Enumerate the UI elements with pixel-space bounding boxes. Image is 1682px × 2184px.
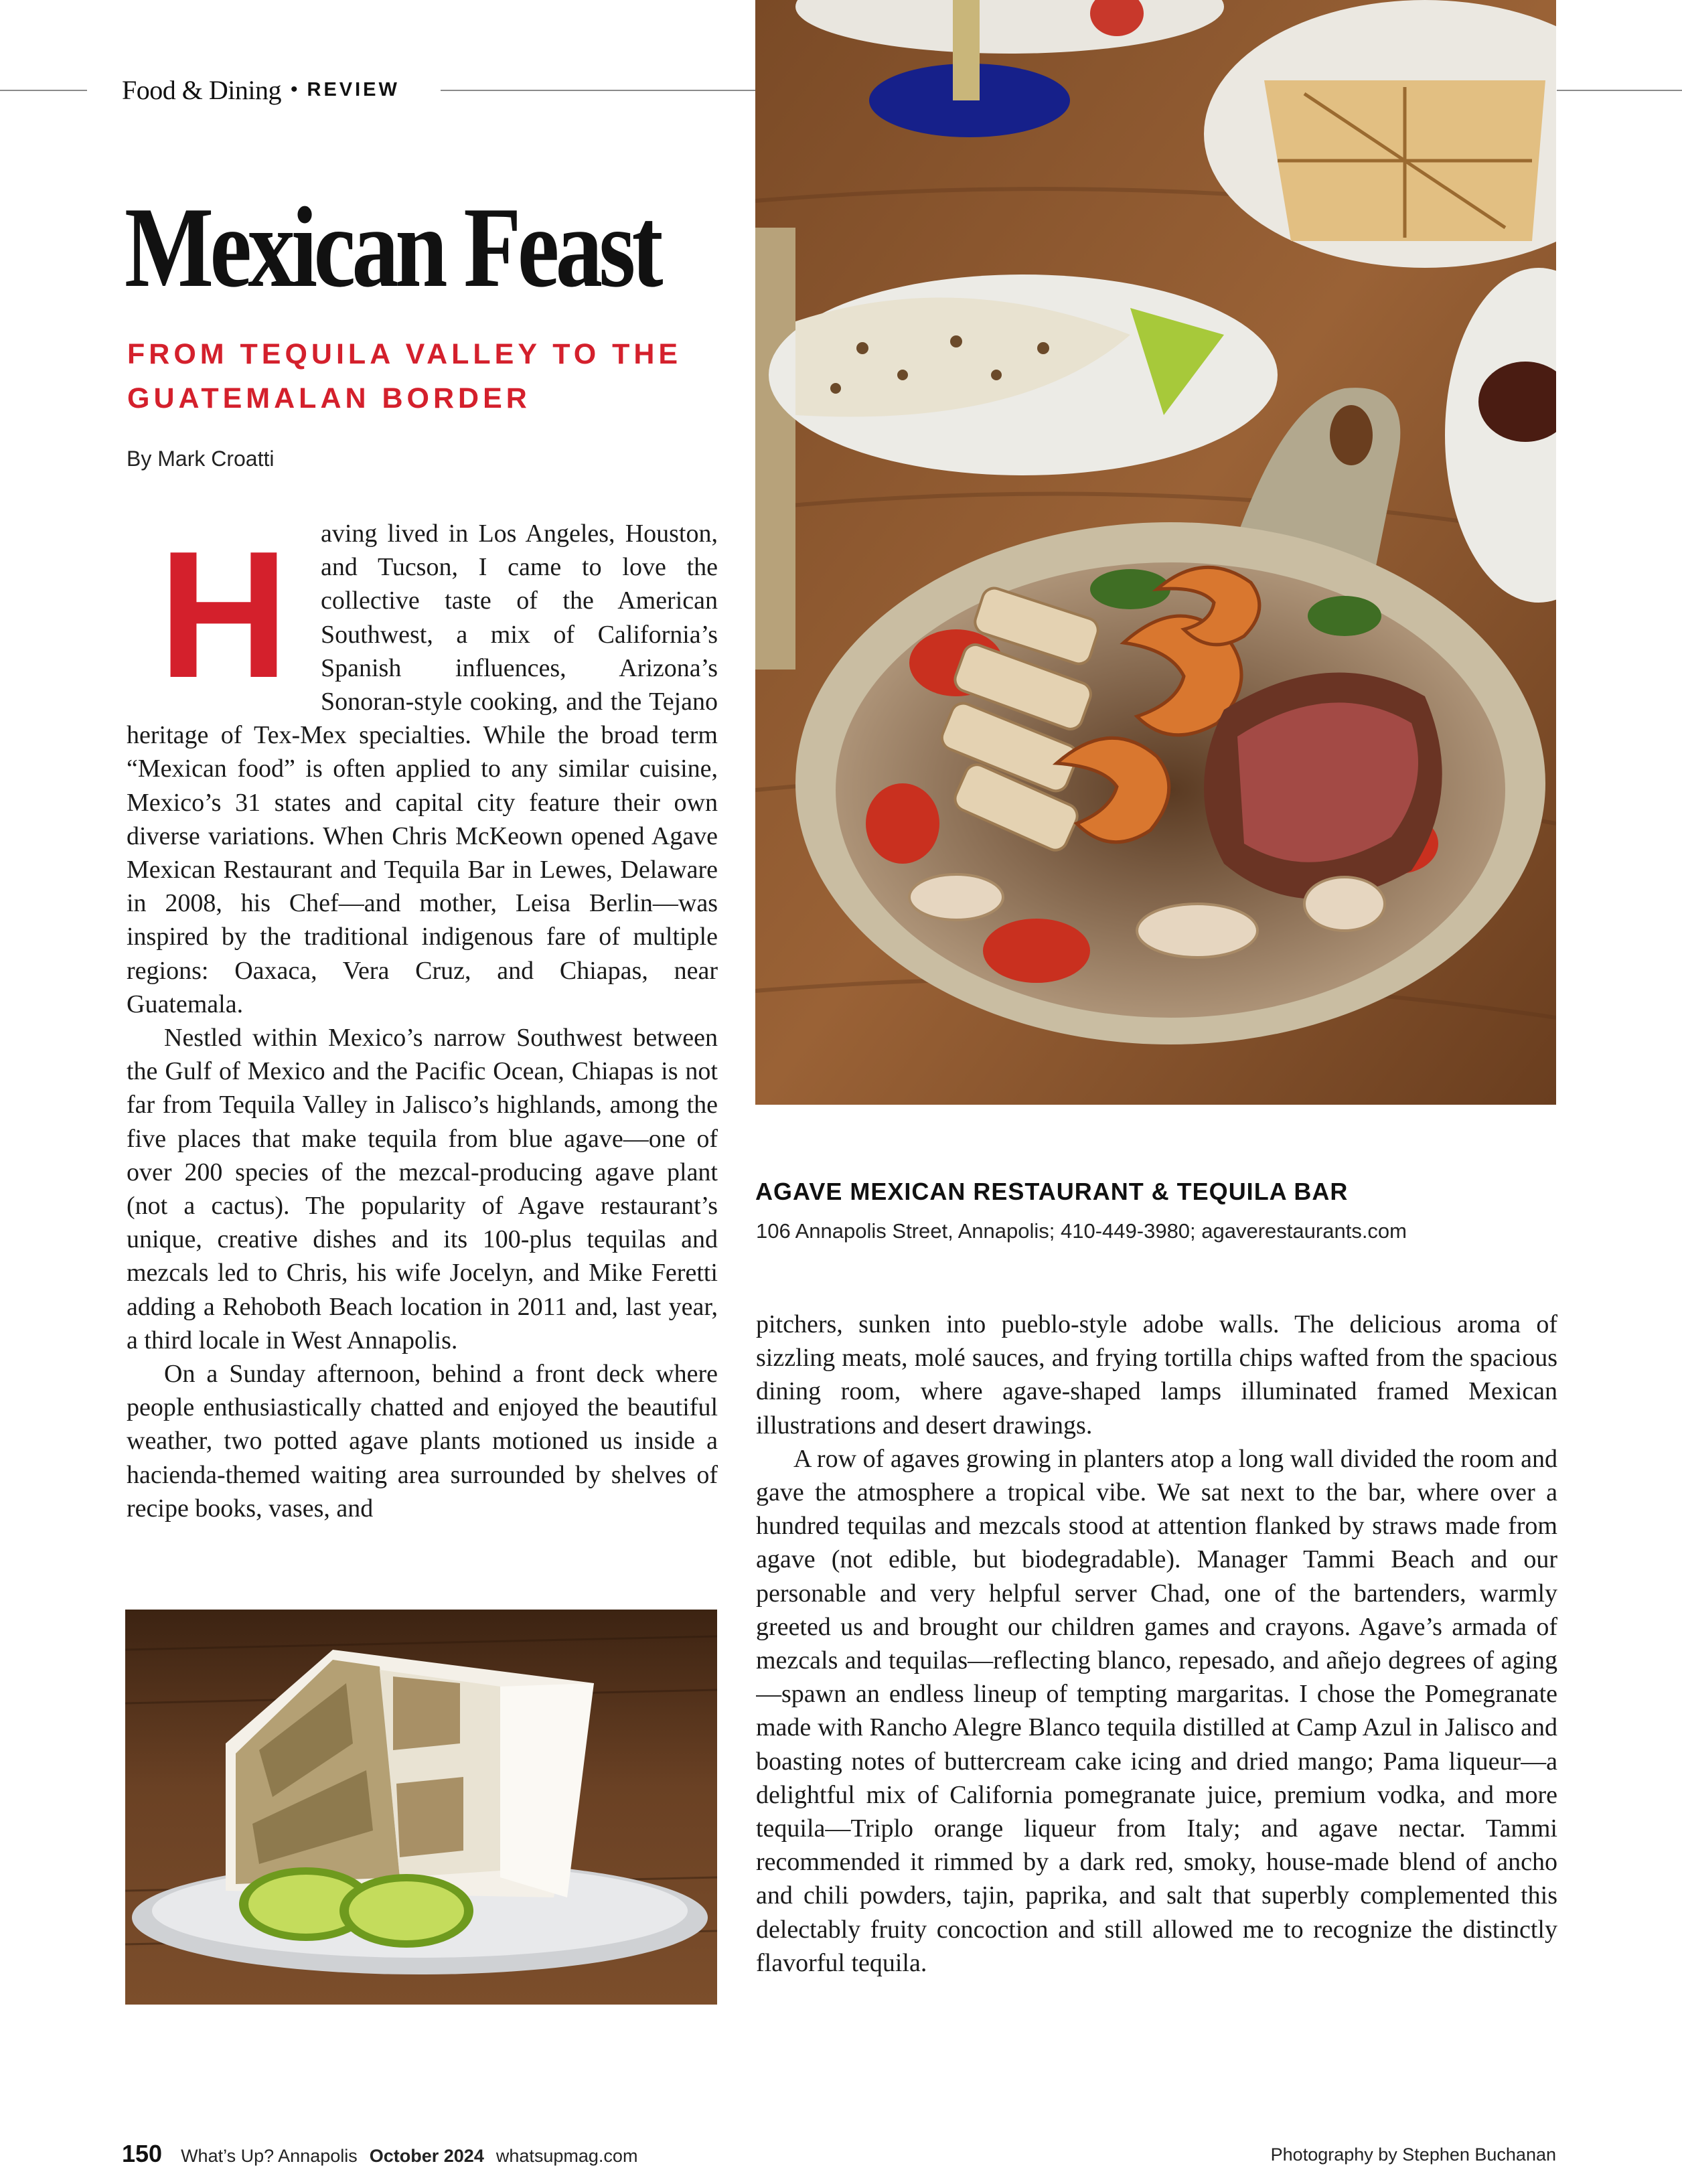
article-headline: Mexican Feast bbox=[125, 184, 660, 311]
paragraph-5: A row of agaves growing in planters atop a long wall divided the room and gave the atmosphere a tropical vibe. We sat next to the bar, where over a hundred tequilas and mezcals stood at attention flanked by straws made from agave (not edible, but biodegradable). Manager Tammi Beach and our personable and very helpful server Chad, one of the bartenders, warmly greeted us and brought our children games and crayons. Agave’s armada of mezcals and tequilas—reflecting blanco, repesado, and añejo degrees of aging—spawn an endless lineup of tempting margaritas. I chose the Pomegranate made with Rancho Alegre Blanco tequila distilled at Camp Azul in Jalisco and boasting notes of buttercream cake icing and dried mango; Pama liqueur—a delightful mix of California pomegranate juice, premium vodka, and more tequila—Triplo orange liqueur from Italy; and agave nectar. Tammi recommended it rimmed by a dark red, smoky, house-made blend of ancho and chili powders, tajin, paprika, and salt that superbly complemented this delectably fruity concoction and still allowed me to recognize the distinctly flavorful tequila. bbox=[756, 1444, 1557, 1977]
drop-cap-letter: H bbox=[158, 517, 289, 716]
paragraph-3: On a Sunday afternoon, behind a front deck where people enthusiastically chatted and enjoyed the beautiful weather, two potted agave plants motioned us inside a hacienda-themed waiting area surrounded by shelves of recipe books, vases, and bbox=[127, 1360, 718, 1523]
section-label bbox=[122, 70, 400, 110]
website-link[interactable]: whatsupmag.com bbox=[495, 2146, 638, 2166]
header-rule-left bbox=[0, 90, 87, 91]
paragraph-4: pitchers, sunken into pueblo-style adobe walls. The delicious aroma of sizzling meats, molé sauces, and frying tortilla chips wafted from the spacious dining room, where agave-shaped lamps illuminated framed Mexican illustrations and desert drawings. bbox=[756, 1310, 1557, 1439]
article-column-1 bbox=[127, 517, 718, 1561]
paragraph-2: Nestled within Mexico’s narrow Southwest between the Gulf of Mexico and the Pacific Ocean, Chiapas is not far from Tequila Valley in Jalisco’s highlands, among the five places that make tequila from blue agave—one of over 200 species of the mezcal-producing agave plant (not a cactus). The popularity of Agave restaurant’s unique, creative dishes and its 100-plus tequilas and mezcals led to Chris, his wife Jocelyn, and Mike Feretti adding a Rehoboth Beach location in 2011 and, last year, a third locale in West Annapolis. bbox=[127, 1024, 718, 1354]
article-column-2 bbox=[756, 1308, 1557, 2024]
header-rule-middle bbox=[441, 90, 755, 91]
restaurant-name: AGAVE MEXICAN RESTAURANT & TEQUILA BAR bbox=[755, 1178, 1349, 1205]
photo-credit: Photography by Stephen Buchanan bbox=[1270, 2144, 1556, 2165]
page-footer bbox=[122, 2140, 637, 2168]
header-rule-right bbox=[1557, 90, 1682, 91]
main-photo-fajita-skillet bbox=[755, 0, 1556, 1105]
drop-cap bbox=[127, 517, 321, 716]
section-kind: REVIEW bbox=[307, 78, 400, 100]
section-separator: • bbox=[290, 78, 298, 100]
cake-photo bbox=[125, 1610, 717, 2005]
publication-name: What’s Up? Annapolis bbox=[181, 2146, 358, 2166]
page-number: 150 bbox=[122, 2140, 163, 2167]
article-byline: By Mark Croatti bbox=[127, 447, 275, 471]
restaurant-address: 106 Annapolis Street, Annapolis; 410-449-3980; agaverestaurants.com bbox=[756, 1219, 1407, 1243]
article-deck: FROM TEQUILA VALLEY TO THE GUATEMALAN BORDER bbox=[127, 338, 682, 414]
paragraph-1: aving lived in Los Angeles, Houston, and Tucson, I came to love the collective taste of the American Southwest, a mix of California’s Spanish influences, Arizona’s Sonoran-style cooking, and the Tejano heritage of Tex-Mex specialties. While the broad term “Mexican food” is often applied to any similar cuisine, Mexico’s 31 states and capital city feature their own diverse variations. When Chris McKeown opened Agave Mexican Restaurant and Tequila Bar in Lewes, Delaware in 2008, his Chef—and mother, Leisa Berlin—was inspired by the traditional indigenous fare of multiple regions: Oaxaca, Vera Cruz, and Chiapas, near Guatemala. bbox=[127, 520, 718, 1018]
section-name: Food & Dining bbox=[122, 74, 281, 105]
issue-date: October 2024 bbox=[369, 2146, 484, 2166]
